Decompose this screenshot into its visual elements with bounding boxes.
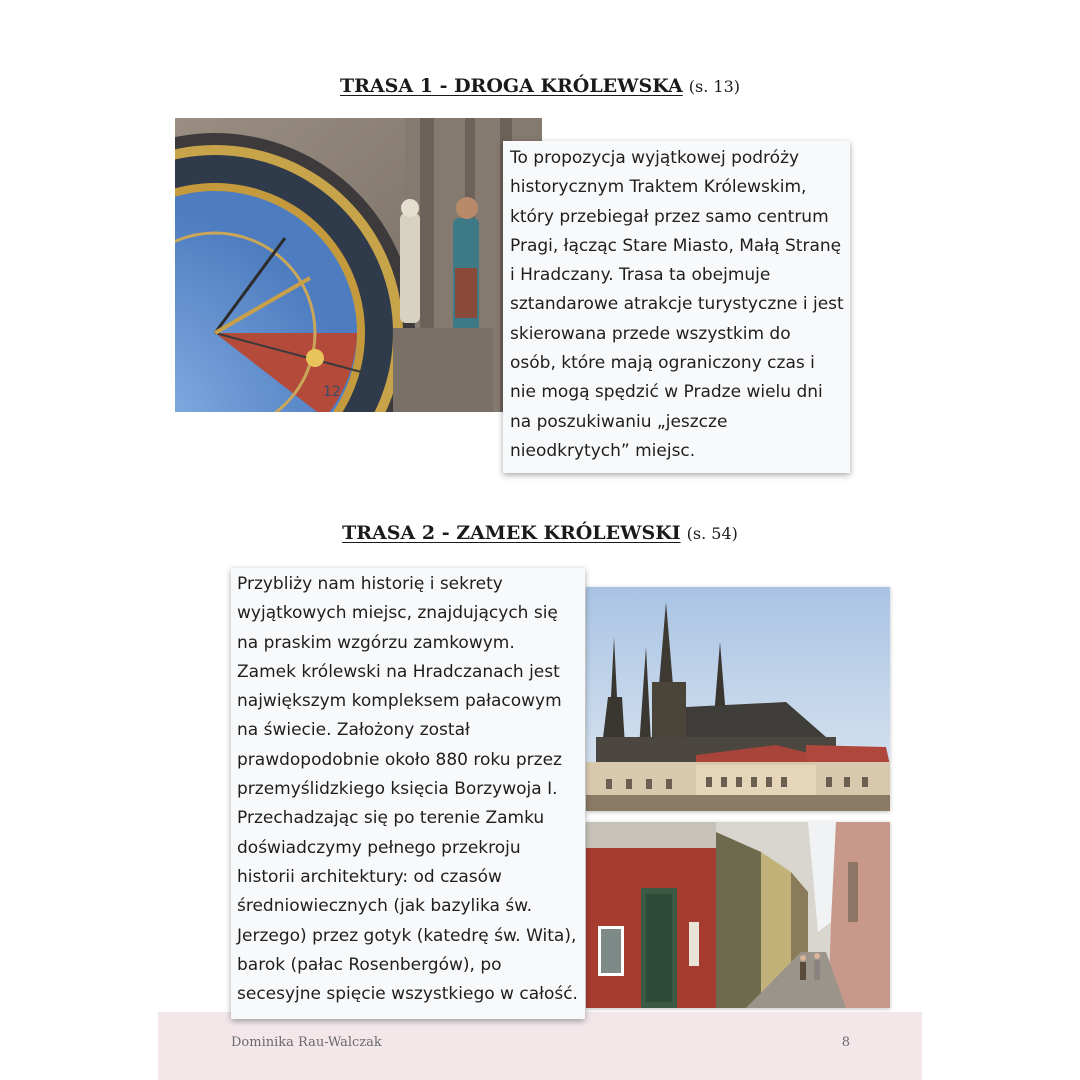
route2-line: średniowiecznych (jak bazylika św.	[237, 896, 532, 917]
route1-line: i Hradczany. Trasa ta obejmuje	[510, 265, 771, 286]
route2-line: Przechadzając się po terenie Zamku	[237, 808, 545, 829]
route2-line: historii architektury: od czasów	[237, 866, 502, 887]
route2-line: barok (pałac Rosenbergów), po	[237, 954, 502, 975]
route2-line: przemyślidzkiego księcia Borzywoja I.	[237, 779, 558, 800]
route1-line: Pragi, łącząc Stare Miasto, Małą Stranę	[510, 235, 842, 256]
route1-line: skierowana przede wszystkim do	[510, 323, 791, 344]
route2-line: prawdopodobnie około 880 roku przez	[237, 749, 562, 770]
route2-line: secesyjne spięcie wszystkiego w całość.	[237, 984, 578, 1005]
footer-page-number: 8	[841, 1035, 850, 1050]
clock-numeral: 12	[323, 384, 341, 400]
golden-lane-photo	[586, 822, 890, 1008]
route1-line: na poszukiwaniu „jeszcze	[510, 411, 728, 432]
prague-castle-photo	[586, 587, 890, 811]
route1-line: osób, które mają ograniczony czas i	[510, 353, 815, 374]
route1-heading	[0, 75, 1080, 97]
astronomical-clock-photo	[175, 118, 542, 412]
footer-author: Dominika Rau-Walczak	[231, 1035, 382, 1050]
route2-line: największym kompleksem pałacowym	[237, 691, 562, 712]
route2-line: na świecie. Założony został	[237, 720, 470, 741]
route2-line: wyjątkowych miejsc, znajdujących się	[237, 603, 558, 624]
route2-title: TRASA 2 - ZAMEK KRÓLEWSKI	[342, 522, 681, 544]
route1-page-ref: (s. 13)	[688, 77, 740, 96]
route1-line: sztandarowe atrakcje turystyczne i jest	[510, 294, 844, 315]
route1-line: nie mogą spędzić w Pradze wielu dni	[510, 382, 823, 403]
route1-line: który przebiegał przez samo centrum	[510, 206, 829, 227]
page-footer	[158, 1012, 922, 1080]
route2-page-ref: (s. 54)	[686, 524, 738, 543]
route1-line: historycznym Traktem Królewskim,	[510, 177, 807, 198]
route2-heading	[0, 522, 1080, 544]
route2-line: Przybliży nam historię i sekrety	[237, 574, 503, 594]
route1-line: nieodkrytych” miejsc.	[510, 440, 696, 461]
route2-line: na praskim wzgórzu zamkowym.	[237, 632, 515, 653]
route2-line: Jerzego) przez gotyk (katedrę św. Wita),	[237, 925, 577, 946]
route1-line: To propozycja wyjątkowej podróży	[510, 148, 800, 168]
route1-title: TRASA 1 - DROGA KRÓLEWSKA	[339, 75, 683, 97]
route1-description	[503, 141, 850, 473]
route2-line: Zamek królewski na Hradczanach jest	[237, 661, 560, 682]
route2-description	[231, 568, 585, 1019]
route2-line: doświadczymy pełnego przekroju	[237, 837, 521, 858]
